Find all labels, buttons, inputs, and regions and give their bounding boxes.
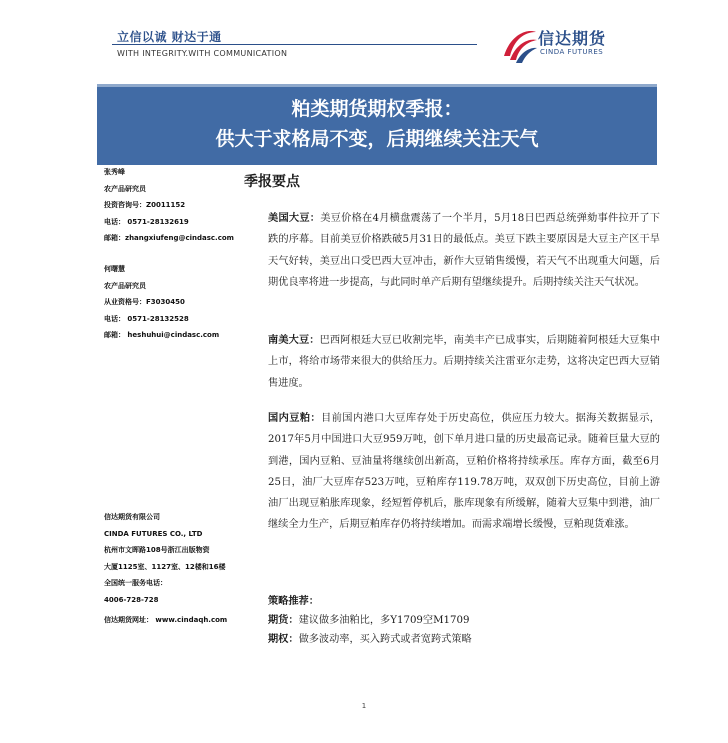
paragraph-text: 美豆价格在4月横盘震荡了一个半月，5月18日巴西总统弹劾事件拉开了下跌的序幕。目前美豆价格跌破5月31日的最低点。美豆下跌主要原因是大豆主产区干旱天气好转，美豆出口受巴西大豆冲击，新作大豆销售缓慢，若天气不出现重大问题，后期优良率将进一步提高，与此同时单产后期有望继续提升。后期持续关注天气状况。	[268, 213, 660, 288]
company-address-line1: 杭州市文晖路108号浙江出版物资	[104, 546, 210, 554]
slogan-divider	[112, 44, 477, 45]
company-address-line2: 大厦1125室、1127室、12楼和16楼	[104, 562, 226, 571]
author-name: 何曙慧	[104, 265, 125, 273]
logo-text-english: CINDA FUTURES	[540, 48, 604, 56]
strategy-block	[268, 592, 472, 649]
author-license: 从业资格号：F3030450	[104, 298, 185, 306]
paragraph-text: 目前国内港口大豆库存处于历史高位，供应压力较大。据海关数据显示，2017年5月中国进口大豆959万吨，创下单月进口量的历史最高记录。随着巨量大豆的到港，国内豆粕、豆油量将继续创出新高，豆粕价格将持续承压。库存方面，截至6月25日，油厂大豆库存523万吨，豆粕库存119.78万吨，双双创下历史高位，目前上游油厂出现豆粕胀库现象，经短暂停机后，胀库现象有所缓解，随着大豆集中到港，油厂继续全力生产，后期豆粕库存仍将持续增加。而需求端增长缓慢，豆粕现货难涨。	[268, 413, 660, 531]
slogan-english: WITH INTEGRITY.WITH COMMUNICATION	[117, 49, 288, 58]
company-website[interactable]: 信达期货网址： www.cindaqh.com	[104, 616, 228, 624]
paragraph-label: 美国大豆：	[268, 212, 321, 224]
hotline-number: 4006-728-728	[104, 595, 159, 604]
report-title-line1: 粕类期货期权季报：	[291, 98, 463, 120]
author-block-1	[104, 164, 234, 247]
author-dept: 农产品研究员	[104, 184, 146, 193]
strategy-title: 策略推荐：	[268, 595, 319, 607]
company-name-cn: 信达期货有限公司	[104, 513, 160, 521]
options-text: 做多波动率，买入跨式或者宽跨式策略	[298, 634, 472, 645]
paragraph-text: 巴西阿根廷大豆已收割完毕，南美丰产已成事实，后期随着阿根廷大豆集中上市，将给市场带来很大的供给压力。后期持续关注雷亚尔走势，这将决定巴西大豆销售进度。	[268, 335, 661, 389]
author-name: 张秀峰	[104, 168, 125, 176]
company-info	[104, 509, 227, 629]
paragraph-us-soybean	[268, 208, 660, 293]
author-license: 投资咨询号：Z0011152	[104, 201, 186, 209]
author-email[interactable]: 邮箱：zhangxiufeng@cindasc.com	[104, 234, 234, 242]
options-label: 期权：	[268, 633, 299, 645]
author-phone: 电话： 0571-28132619	[104, 217, 189, 226]
section-title: 季报要点	[244, 174, 300, 190]
cinda-logo-icon	[502, 26, 538, 64]
author-dept: 农产品研究员	[104, 281, 146, 290]
company-name-en: CINDA FUTURES CO., LTD	[104, 529, 203, 538]
page-number: 1	[361, 702, 367, 710]
paragraph-label: 南美大豆：	[268, 334, 320, 346]
paragraph-domestic-soymeal	[268, 408, 660, 536]
futures-text: 建议做多油粕比，多Y1709空M1709	[298, 615, 470, 626]
slogan-chinese: 立信以诚 财达于通	[117, 30, 222, 44]
futures-label: 期货：	[268, 614, 299, 626]
logo-text-chinese: 信达期货	[538, 29, 607, 48]
report-title-line2: 供大于求格局不变，后期继续关注天气	[215, 128, 539, 150]
paragraph-label: 国内豆粕：	[268, 412, 322, 424]
paragraph-south-america-soybean	[268, 330, 660, 394]
author-phone: 电话： 0571-28132528	[104, 314, 189, 323]
author-block-2	[104, 261, 219, 344]
author-email[interactable]: 邮箱： heshuhui@cindasc.com	[104, 331, 220, 339]
hotline-label: 全国统一服务电话：	[104, 579, 167, 587]
